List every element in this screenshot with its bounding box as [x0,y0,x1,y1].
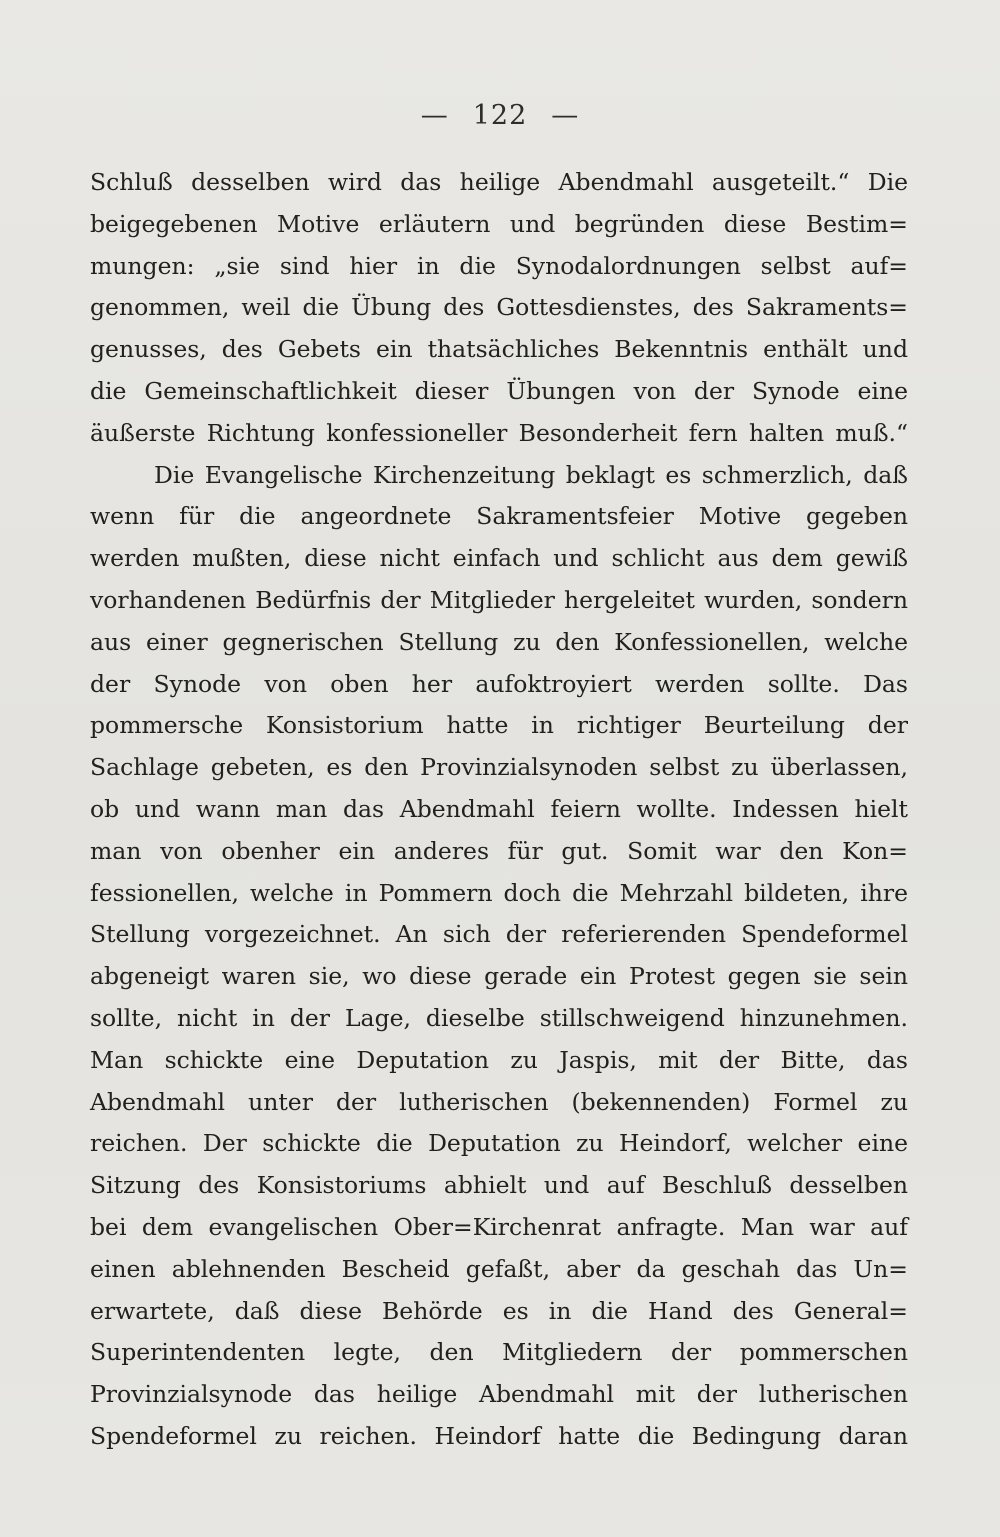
folio-dash-right: — [551,100,580,131]
text-line: der Synode von oben her aufoktroyiert werden sollte. Das [90,669,908,698]
text-line: beigegebenen Motive erläutern und begründen diese Bestim= [90,209,908,238]
folio-dash-left: — [420,100,449,131]
text-line: Sitzung des Konsistoriums abhielt und auf Beschluß desselben [90,1171,908,1200]
text-line: mungen: „sie sind hier in die Synodalordnungen selbst auf= [90,251,908,280]
text-line: wenn für die angeordnete Sakramentsfeier Motive gegeben [90,502,908,531]
text-line: Provinzialsynode das heilige Abendmahl mit der lutherischen [90,1380,908,1409]
text-line: pommersche Konsistorium hatte in richtiger Beurteilung der [90,711,908,740]
text-line: erwartete, daß diese Behörde es in die Hand des General= [90,1296,908,1325]
text-line: Spendeformel zu reichen. Heindorf hatte die Bedingung daran [90,1421,908,1450]
text-line: bei dem evangelischen Ober=Kirchenrat anfragte. Man war auf [90,1212,908,1241]
text-line: genommen, weil die Übung des Gottesdienstes, des Sakraments= [90,293,908,322]
text-line: Abendmahl unter der lutherischen (bekennenden) Formel zu [90,1087,908,1116]
text-line: einen ablehnenden Bescheid gefaßt, aber da geschah das Un= [90,1254,908,1283]
text-line: vorhandenen Bedürfnis der Mitglieder hergeleitet wurden, sondern [90,585,908,614]
text-line: Superintendenten legte, den Mitgliedern der pommerschen [90,1338,908,1367]
text-line: man von obenher ein anderes für gut. Somit war den Kon= [90,836,908,865]
text-line: Sachlage gebeten, es den Provinzialsynoden selbst zu überlassen, [90,753,908,782]
text-line: fessionellen, welche in Pommern doch die Mehrzahl bildeten, ihre [90,878,908,907]
text-line: Man schickte eine Deputation zu Jaspis, mit der Bitte, das [90,1045,908,1074]
text-line: Schluß desselben wird das heilige Abendmahl ausgeteilt.“ Die [90,168,908,196]
text-line: Die Evangelische Kirchenzeitung beklagt es schmerzlich, daß [154,460,908,489]
page-number: 122 [472,100,528,131]
text-line: ob und wann man das Abendmahl feiern wollte. Indessen hielt [90,794,908,823]
text-line: äußerste Richtung konfessioneller Besonderheit fern halten muß.“ [90,418,908,447]
body-text [90,162,908,1458]
text-line: aus einer gegnerischen Stellung zu den Konfessionellen, welche [90,627,908,656]
text-line: sollte, nicht in der Lage, dieselbe stillschweigend hinzunehmen. [90,1003,908,1032]
text-line: genusses, des Gebets ein thatsächliches Bekenntnis enthält und [90,335,908,364]
page-number-header [0,100,1000,131]
text-line: abgeneigt waren sie, wo diese gerade ein Protest gegen sie sein [90,962,908,991]
text-line: werden mußten, diese nicht einfach und schlicht aus dem gewiß [90,544,908,573]
text-line: Stellung vorgezeichnet. An sich der referierenden Spendeformel [90,920,908,949]
text-line: reichen. Der schickte die Deputation zu Heindorf, welcher eine [90,1129,908,1158]
text-line: die Gemeinschaftlichkeit dieser Übungen von der Synode eine [90,376,908,405]
